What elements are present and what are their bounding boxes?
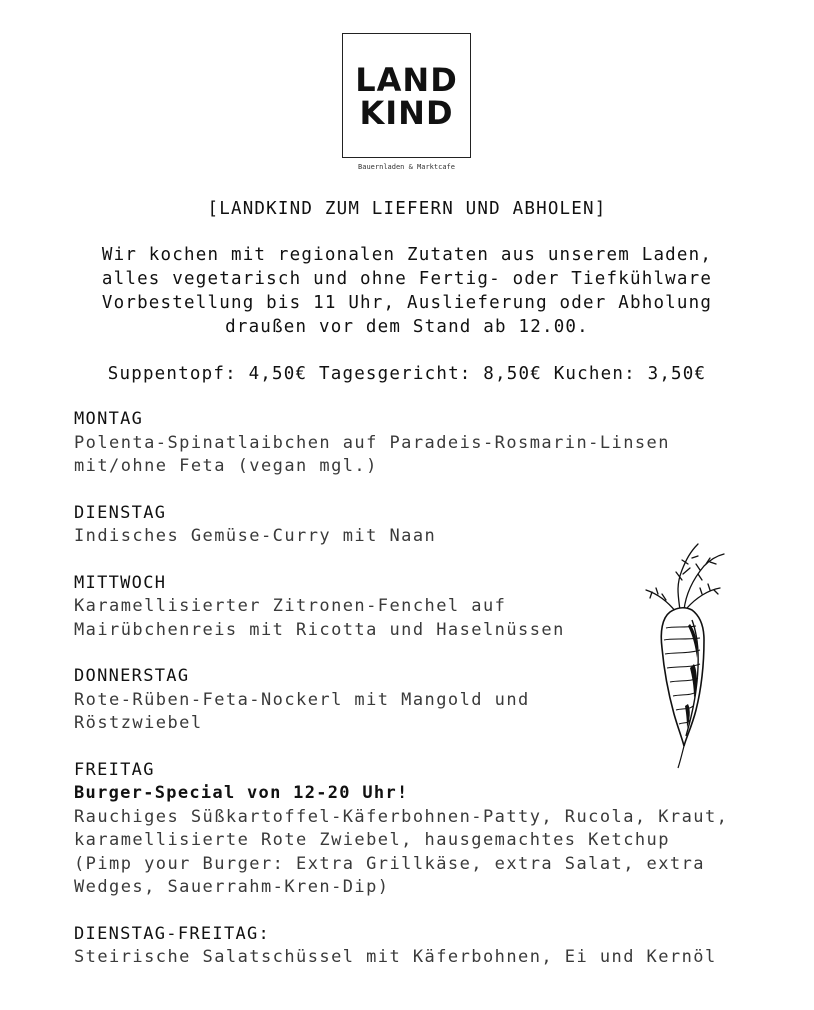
- day-dish: Karamellisierter Zitronen-Fenchel auf Mairübchenreis mit Ricotta und Haselnüssen: [74, 596, 565, 640]
- day-name: FREITAG: [74, 759, 155, 780]
- menu-day-monday: [74, 408, 754, 479]
- logo-word-land: LAND: [355, 61, 458, 99]
- price-line: Suppentopf: 4,50€ Tagesgericht: 8,50€ Kuchen: 3,50€: [107, 364, 707, 384]
- intro-line: Wir kochen mit regionalen Zutaten aus unserem Laden,: [101, 245, 713, 265]
- day-name: DONNERSTAG: [74, 666, 190, 686]
- day-dish: Indisches Gemüse-Curry mit Naan: [74, 526, 437, 546]
- day-special: Burger-Special von 12-20 Uhr!: [74, 783, 409, 803]
- day-dish: Polenta-Spinatlaibchen auf Paradeis-Rosmarin-Linsen mit/ohne Feta (vegan mgl.): [74, 432, 670, 476]
- day-name: DIENSTAG-FREITAG:: [74, 923, 271, 944]
- intro-line: Vorbestellung bis 11 Uhr, Auslieferung oder Abholung: [101, 293, 713, 313]
- logo-tagline: Bauernladen & Marktcafe: [358, 163, 455, 171]
- day-dish: Rote-Rüben-Feta-Nockerl mit Mangold und Röstzwiebel: [74, 689, 530, 733]
- day-name: DIENSTAG: [74, 502, 167, 523]
- carrot-illustration-icon: [640, 540, 730, 770]
- day-dish: Rauchiges Süßkartoffel-Käferbohnen-Patty, Rucola, Kraut, karamellisierte Rote Zwiebel, hausgemachtes Ketchup (Pimp your Burger: Extra Grillkäse, extra Salat, extra Wedges, Sauerrahm-Kren-Dip): [74, 806, 729, 897]
- intro-text: [0, 243, 814, 339]
- logo: [342, 33, 471, 158]
- menu-day-friday: [74, 759, 754, 900]
- intro-line: alles vegetarisch und ohne Fertig- oder Tiefkühlware: [101, 269, 713, 289]
- day-name: MITTWOCH: [74, 572, 167, 593]
- menu-day-tuesday-friday: [74, 923, 754, 970]
- page-title: [LANDKIND ZUM LIEFERN UND ABHOLEN]: [207, 199, 607, 219]
- day-name: MONTAG: [74, 409, 144, 429]
- day-dish: Steirische Salatschüssel mit Käferbohnen, Ei und Kernöl: [74, 947, 717, 967]
- intro-line: draußen vor dem Stand ab 12.00.: [225, 317, 589, 337]
- logo-word-kind: KIND: [359, 94, 454, 132]
